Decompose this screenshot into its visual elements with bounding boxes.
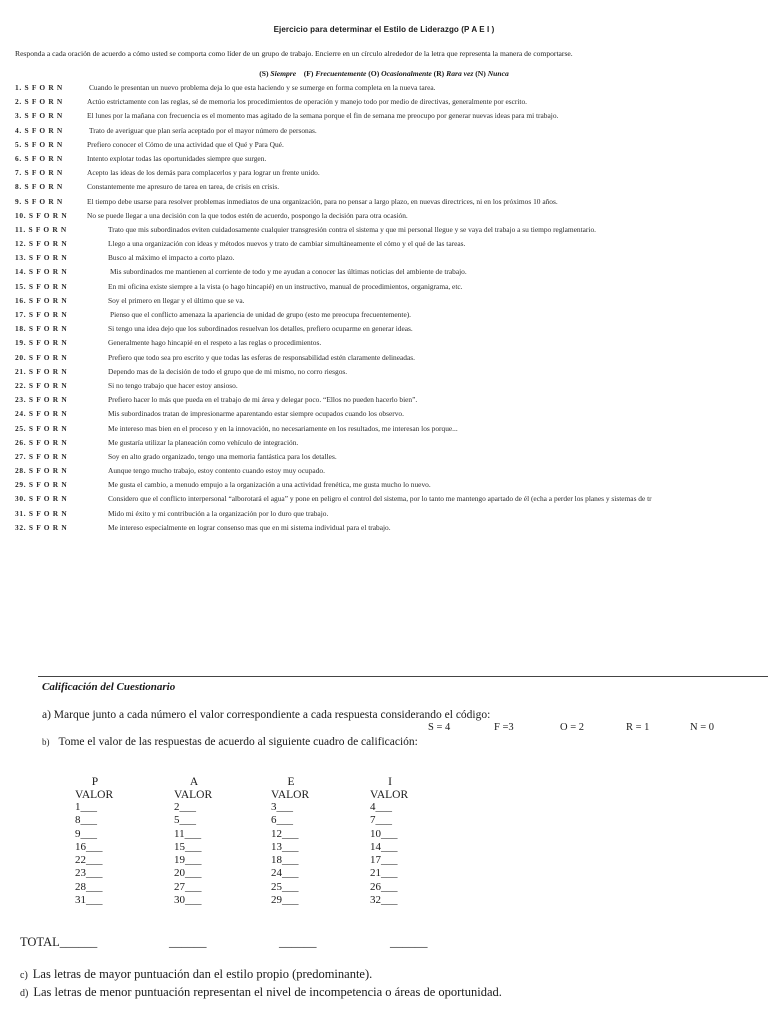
answer-options[interactable]: 9. S F O R N — [15, 196, 63, 206]
question-text: Me intereso especialmente en lograr consenso mas que en mi sistema individual para el trabajo. — [108, 522, 391, 532]
question-text: Acepto las ideas de los demás para complacerlos y para lograr un frente unido. — [87, 168, 320, 178]
answer-options[interactable]: 1. S F O R N — [15, 83, 63, 92]
total-blank[interactable]: ______ — [279, 935, 317, 949]
score-code: R = 1 — [626, 722, 650, 733]
question-text: Busco al máximo el impacto a corto plazo. — [108, 253, 235, 263]
question-row — [0, 422, 768, 436]
score-code: S = 4 — [428, 722, 451, 733]
question-text: Prefiero que todo sea pro escrito y que todas las esferas de responsabilidad estén claramente delineadas. — [108, 352, 416, 362]
question-row — [0, 507, 768, 521]
column-a — [174, 776, 244, 907]
score-slot[interactable]: 6___ — [271, 814, 293, 827]
question-text: Dependo mas de la decisión de todo el grupo que de mi mismo, no corro riesgos. — [108, 366, 348, 376]
question-row — [0, 478, 768, 492]
note-letter: c) — [20, 970, 28, 981]
question-row — [0, 365, 768, 379]
answer-options[interactable]: 14. S F O R N — [15, 267, 68, 277]
question-text: Si tengo una idea dejo que los subordinados resuelvan los detalles, prefiero ocuparme en generar ideas. — [108, 324, 413, 334]
question-row — [0, 322, 768, 336]
question-row — [0, 393, 768, 407]
question-text: Soy en alto grado organizado, tengo una memoria fantástica para los detalles. — [108, 451, 337, 461]
answer-options[interactable]: 2. S F O R N — [15, 97, 63, 107]
question-row — [0, 223, 768, 237]
score-slot[interactable]: 17___ — [370, 854, 398, 867]
question-row — [0, 251, 768, 265]
answer-options[interactable]: 22. S F O R N — [15, 380, 68, 390]
answer-options[interactable]: 13. S F O R N — [15, 253, 68, 263]
question-text: Llego a una organización con ideas y métodos nuevos y trato de cambiar simultáneamente el cómo y el qué de las tareas. — [108, 239, 466, 249]
score-slot[interactable]: 16___ — [75, 840, 103, 853]
answer-options[interactable]: 24. S F O R N — [15, 409, 68, 419]
answer-options[interactable]: 21. S F O R N — [15, 366, 68, 376]
question-text: Intento explotar todas las oportunidades siempre que surgen. — [87, 153, 267, 163]
question-list — [0, 81, 768, 535]
question-row — [0, 209, 768, 223]
score-slot[interactable]: 11___ — [174, 827, 202, 840]
response-legend — [0, 69, 768, 78]
question-text: Prefiero conocer el Cómo de una actividad que el Qué y Para Qué. — [87, 139, 284, 149]
column-subheader: VALOR — [370, 789, 409, 801]
score-slot[interactable]: 28___ — [75, 880, 103, 893]
question-text: Constantemente me apresuro de tarea en tarea, de crisis en crisis. — [87, 182, 280, 192]
column-subheader: VALOR — [75, 789, 114, 801]
score-code: N = 0 — [690, 722, 715, 733]
answer-options[interactable]: 7. S F O R N — [15, 168, 63, 178]
answer-options[interactable]: 31. S F O R N — [15, 508, 68, 518]
question-row — [0, 308, 768, 322]
answer-options[interactable]: 11. S F O R N — [15, 224, 67, 234]
question-row — [0, 195, 768, 209]
score-slot[interactable]: 1___ — [75, 801, 97, 813]
question-text: Si no tengo trabajo que hacer estoy ansioso. — [108, 380, 238, 390]
question-row — [0, 492, 768, 506]
question-row — [0, 265, 768, 279]
question-text: Trato que mis subordinados eviten cuidadosamente cualquier transgresión contra el sistema y que mi personal llegue y se vaya del trabajo a su tiempo reglamentario. — [108, 224, 596, 234]
section-divider — [38, 676, 768, 677]
column-letter: P — [91, 776, 99, 788]
score-code: F =3 — [494, 722, 514, 733]
answer-options[interactable]: 18. S F O R N — [15, 324, 68, 334]
instructions-text: Responda a cada oración de acuerdo a cómo usted se comporta como líder de un grupo de trabajo. Encierre en un círculo alrededor de la letra que representa la manera de comportarse. — [15, 49, 573, 58]
score-slot[interactable]: 15___ — [174, 840, 202, 853]
legend-code: (F) — [303, 69, 314, 78]
legend-word: Rara vez — [446, 69, 474, 78]
question-text: Me gustaría utilizar la planeación como vehículo de integración. — [108, 437, 299, 447]
question-row — [0, 351, 768, 365]
answer-options[interactable]: 8. S F O R N — [15, 182, 63, 192]
answer-options[interactable]: 23. S F O R N — [15, 395, 68, 405]
score-slot[interactable]: 24___ — [271, 867, 299, 880]
answer-options[interactable]: 4. S F O R N — [15, 125, 63, 135]
question-text: En mi oficina existe siempre a la vista (o hago hincapié) en un instructivo, manual de procedimientos, organigrama, etc. — [108, 281, 463, 291]
answer-options[interactable]: 16. S F O R N — [15, 295, 68, 305]
scoring-title: Calificación del Cuestionario — [42, 681, 176, 693]
question-row — [0, 124, 768, 138]
score-slot[interactable]: 14___ — [370, 840, 398, 853]
score-slot[interactable]: 9___ — [75, 827, 97, 840]
question-row — [0, 521, 768, 535]
answer-options[interactable]: 3. S F O R N — [15, 111, 63, 121]
score-slot[interactable]: 26___ — [370, 880, 398, 893]
score-slot[interactable]: 30___ — [174, 894, 202, 907]
score-slot[interactable]: 19___ — [174, 854, 202, 867]
score-slot[interactable]: 8___ — [75, 814, 97, 827]
answer-options[interactable]: 17. S F O R N — [15, 310, 68, 319]
question-text: El lunes por la mañana con frecuencia es el momento mas agitado de la semana porque el fin de semana me preocupo por generar nuevas ideas para mi trabajo. — [87, 111, 559, 121]
score-slot[interactable]: 4___ — [370, 801, 392, 813]
question-text: Actúo estrictamente con las reglas, sé de memoria los procedimientos de operación y manejo todo por medio de directivas, generalmente por escrito. — [87, 97, 528, 107]
score-slot[interactable]: 12___ — [271, 827, 299, 840]
question-text: Aunque tengo mucho trabajo, estoy contento cuando estoy muy ocupado. — [108, 466, 325, 476]
column-p — [75, 776, 145, 907]
question-row — [0, 109, 768, 123]
column-e — [271, 776, 341, 907]
note-c — [20, 967, 372, 982]
answer-options[interactable]: 15. S F O R N — [15, 281, 68, 291]
question-row — [0, 280, 768, 294]
legend-code: (N) — [475, 69, 486, 78]
legend-word: Ocasionalmente — [381, 69, 432, 78]
question-text: Generalmente hago hincapié en el respeto a las reglas o procedimientos. — [108, 338, 322, 348]
question-text: Mis subordinados me mantienen al corriente de todo y me ayudan a conocer las últimas noticias del ambiente de trabajo. — [110, 267, 467, 277]
question-row — [0, 464, 768, 478]
answer-options[interactable]: 28. S F O R N — [15, 466, 68, 476]
question-row — [0, 407, 768, 421]
answer-options[interactable]: 5. S F O R N — [15, 139, 63, 149]
note-text: Las letras de menor puntuación representan el nivel de incompetencia o áreas de oportunidad. — [33, 985, 502, 999]
column-letter: E — [287, 776, 295, 788]
score-slot[interactable]: 22___ — [75, 854, 103, 867]
total-blank[interactable]: ______ — [169, 935, 207, 949]
score-slot[interactable]: 7___ — [370, 814, 392, 827]
answer-options[interactable]: 26. S F O R N — [15, 437, 68, 447]
score-slot[interactable]: 27___ — [174, 880, 202, 893]
answer-options[interactable]: 12. S F O R N — [15, 239, 68, 249]
scoring-step-b — [42, 736, 418, 748]
column-subheader: VALOR — [271, 789, 310, 801]
question-row — [0, 436, 768, 450]
question-text: Cuando le presentan un nuevo problema deja lo que esta haciendo y se sumerge en forma completa en la nueva tarea. — [89, 83, 436, 92]
question-row — [0, 379, 768, 393]
score-slot[interactable]: 18___ — [271, 854, 299, 867]
score-slot[interactable]: 31___ — [75, 894, 103, 907]
question-row — [0, 95, 768, 109]
note-text: Las letras de mayor puntuación dan el estilo propio (predominante). — [32, 967, 373, 981]
question-row — [0, 152, 768, 166]
question-row — [0, 237, 768, 251]
score-slot[interactable]: 10___ — [370, 827, 398, 840]
score-slot[interactable]: 21___ — [370, 867, 398, 880]
score-slot[interactable]: 25___ — [271, 880, 299, 893]
answer-options[interactable]: 25. S F O R N — [15, 423, 68, 433]
question-text: Mis subordinados tratan de impresionarme aparentando estar siempre ocupados cuando los observo. — [108, 409, 404, 419]
legend-word: Siempre — [270, 69, 297, 78]
question-text: Me gusta el cambio, a menudo empujo a la organización a una actividad frenética, me gusta mucho lo nuevo. — [108, 480, 431, 490]
answer-options[interactable]: 32. S F O R N — [15, 522, 68, 532]
step-text: Tome el valor de las respuestas de acuerdo al siguiente cuadro de calificación: — [58, 736, 418, 748]
note-letter: d) — [20, 988, 29, 999]
document-title: Ejercicio para determinar el Estilo de Liderazgo (P A E I ) — [273, 25, 495, 34]
note-d — [20, 985, 502, 1000]
question-row — [0, 336, 768, 350]
column-letter: I — [388, 776, 392, 788]
question-row — [0, 180, 768, 194]
answer-options[interactable]: 20. S F O R N — [15, 352, 68, 362]
question-text: Trato de averiguar que plan sería aceptado por el mayor número de personas. — [89, 125, 317, 135]
total-label[interactable]: TOTAL______ — [20, 935, 98, 949]
question-text: No se puede llegar a una decisión con la que todos estén de acuerdo, pospongo la decisión para otra ocasión. — [87, 210, 408, 220]
score-slot[interactable]: 2___ — [174, 801, 196, 813]
question-text: Considero que el conflicto interpersonal “alborotará el agua” y pone en peligro el control del sistema, por lo tanto me mantengo apartado de él (echa a perder los planes y sistemas de tr — [108, 494, 652, 504]
score-slot[interactable]: 3___ — [271, 801, 293, 813]
question-row — [0, 450, 768, 464]
answer-options[interactable]: 6. S F O R N — [15, 153, 63, 163]
legend-code: (R) — [433, 69, 445, 78]
answer-options[interactable]: 27. S F O R N — [15, 451, 68, 461]
score-slot[interactable]: 13___ — [271, 840, 299, 853]
legend-code: (S) — [259, 69, 269, 78]
question-row — [0, 294, 768, 308]
score-slot[interactable]: 23___ — [75, 867, 103, 880]
question-text: Mido mi éxito y mi contribución a la organización por lo duro que trabajo. — [108, 508, 329, 518]
total-blank[interactable]: ______ — [390, 935, 428, 949]
question-text: Prefiero hacer lo más que pueda en el trabajo de mi área y delegar poco. “Ellos no pueden hacerlo bien”. — [108, 395, 418, 405]
score-slot[interactable]: 32___ — [370, 894, 398, 907]
step-letter: b) — [42, 737, 50, 747]
question-text: Soy el primero en llegar y el último que se va. — [108, 295, 245, 305]
answer-options[interactable]: 30. S F O R N — [15, 494, 68, 504]
score-slot[interactable]: 29___ — [271, 894, 299, 907]
column-letter: A — [189, 776, 199, 788]
question-row — [0, 138, 768, 152]
answer-options[interactable]: 19. S F O R N — [15, 338, 68, 348]
answer-options[interactable]: 10. S F O R N — [15, 210, 68, 220]
score-slot[interactable]: 5___ — [174, 814, 196, 827]
score-code: O = 2 — [560, 722, 585, 733]
question-row — [0, 166, 768, 180]
question-row — [0, 81, 768, 95]
column-subheader: VALOR — [174, 789, 213, 801]
question-text: Pienso que el conflicto amenaza la apariencia de unidad de grupo (esto me preocupa frecuentemente). — [110, 310, 412, 319]
legend-code: (O) — [368, 69, 380, 78]
answer-options[interactable]: 29. S F O R N — [15, 480, 68, 490]
legend-word: Nunca — [487, 69, 509, 78]
question-text: El tiempo debe usarse para resolver problemas inmediatos de una organización, para no pensar a largo plazo, en nuevas directrices, ni en los próximos 10 años. — [87, 196, 558, 206]
column-i — [370, 776, 440, 907]
score-slot[interactable]: 20___ — [174, 867, 202, 880]
score-codes — [0, 722, 768, 736]
question-text: Me intereso mas bien en el proceso y en la innovación, no necesariamente en los resultados, me interesan los porque... — [108, 423, 458, 433]
legend-word: Frecuentemente — [315, 69, 367, 78]
scoring-step-a: a) Marque junto a cada número el valor correspondiente a cada respuesta considerando el código: — [42, 709, 491, 721]
